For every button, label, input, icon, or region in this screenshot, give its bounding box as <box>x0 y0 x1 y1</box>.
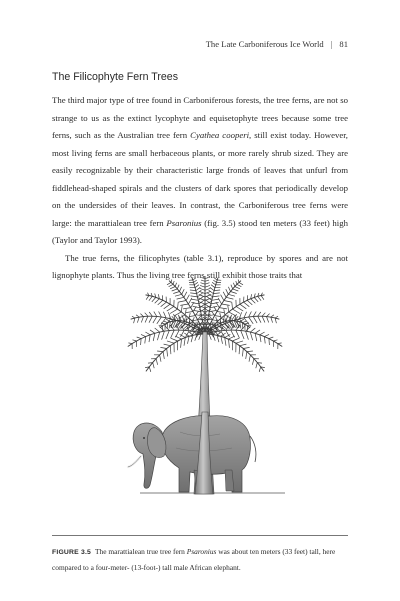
fern-leaflet <box>226 289 229 294</box>
fern-leaflet <box>161 302 167 307</box>
fern-leaflet <box>136 315 139 317</box>
fern-leaflet <box>160 355 161 362</box>
fern-leaflet <box>186 312 193 313</box>
fern-leaflet <box>199 334 201 340</box>
fern-leaflet <box>264 337 265 344</box>
fern-leaflet <box>264 334 269 336</box>
fern-leaflet <box>159 325 163 326</box>
fern-leaflet <box>253 312 256 317</box>
fern-leaflet <box>231 292 237 294</box>
fern-leaflet <box>195 335 197 341</box>
fern-leaflet <box>221 333 226 336</box>
fern-leaflet <box>269 337 273 339</box>
fern-leaflet <box>141 339 142 345</box>
fern-leaflet <box>132 316 135 318</box>
fern-leaflet <box>184 338 185 346</box>
fern-leaflet <box>213 280 216 282</box>
fern-leaflet <box>207 293 212 297</box>
fern-leaflet <box>155 328 160 332</box>
fern-leaflet <box>222 304 230 305</box>
fern-leaflet <box>250 332 252 340</box>
fern-leaflet <box>178 302 179 309</box>
fern-leaflet <box>209 334 211 340</box>
fern-leaflet <box>158 300 163 305</box>
fern-leaflet <box>257 363 262 364</box>
fern-leaflet <box>169 284 174 286</box>
running-head <box>206 39 348 49</box>
fern-leaflet <box>271 315 274 317</box>
fern-leaflet <box>140 314 143 317</box>
fern-leaflet <box>246 331 249 339</box>
fern-leaflet <box>170 346 171 354</box>
fern-leaflet <box>159 312 162 318</box>
fern-leaflet <box>228 294 235 296</box>
fern-leaflet <box>248 325 252 326</box>
fern-leaflet <box>225 338 226 346</box>
fern-leaflet <box>191 303 199 304</box>
running-head-separator: | <box>330 39 333 49</box>
fern-leaflet <box>273 340 277 341</box>
fern-leaflet <box>205 285 210 287</box>
fern-leaflet <box>128 343 132 344</box>
fern-leaflet <box>175 283 176 287</box>
species-name-cyathea: Cyathea cooperi <box>190 130 250 140</box>
fern-leaflet <box>214 278 217 280</box>
figure-caption <box>52 545 348 575</box>
fern-leaflet <box>254 297 258 302</box>
fern-leaflet <box>246 352 247 359</box>
fern-leaflet <box>149 335 150 342</box>
fern-leaflet <box>153 333 155 341</box>
fern-leaflet <box>258 296 261 300</box>
fern-leaflet <box>167 341 174 343</box>
fern-leaflet <box>267 317 269 323</box>
fern-leaflet <box>201 280 205 281</box>
fern-leaflet <box>239 282 243 284</box>
fern-leaflet <box>145 332 150 335</box>
fern-leaflet <box>145 313 148 317</box>
fern-leaflet <box>162 331 165 339</box>
fern-leaflet <box>155 299 160 304</box>
running-head-title: The Late Carboniferous Ice World <box>205 39 324 49</box>
fern-leaflet <box>184 292 187 298</box>
fern-leaflet <box>205 288 210 290</box>
fern-leaflet <box>261 296 264 300</box>
paragraph-1-text-2: , still exist today. However, most living ferns are small herbaceous plants, or more rarely shrub sized. They are easily recognizable by their characteristic large fronds of leaves that unfurl from fiddlehead-shaped spirals and the clusters of dark spores that periodically develop on the undersides of their leaves. In contrast, the Carboniferous tree ferns were large: the marattialean tree fern <box>52 130 348 228</box>
fern-leaflet <box>229 339 230 348</box>
fern-leaflet <box>225 334 231 337</box>
fern-leaflet <box>194 311 201 312</box>
fern-leaflet <box>185 309 186 315</box>
fern-leaflet <box>182 289 185 294</box>
fern-leaflet <box>271 317 273 323</box>
fern-leaflet <box>242 323 243 329</box>
fern-leaflet <box>186 295 189 301</box>
section-title: The Filicophyte Fern Trees <box>52 71 178 83</box>
caption-genus-psaronius: Psaronius <box>186 547 217 556</box>
fern-leaflet <box>247 351 253 352</box>
fern-leaflet <box>184 333 189 336</box>
fern-leaflet <box>190 293 196 294</box>
fern-leaflet <box>149 296 152 300</box>
fern-leaflet <box>167 349 168 357</box>
fern-leaflet <box>260 335 261 342</box>
fern-leaflet <box>149 316 152 323</box>
fern-leaflet <box>232 338 239 341</box>
fern-leaflet <box>249 355 250 362</box>
fern-leaflet <box>201 283 206 285</box>
fern-leaflet <box>232 302 233 309</box>
fern-leaflet <box>210 287 214 290</box>
fern-leaflet <box>275 318 276 323</box>
fern-leaflet <box>194 280 197 282</box>
fern-leaflet <box>205 278 209 279</box>
fern-leaflet <box>160 347 166 348</box>
fern-leaflet <box>256 363 257 369</box>
fern-leaflet <box>191 296 198 297</box>
paragraph-1-text-3: (fig. 3.5) stood ten meters (33 feet) high (Taylor and Taylor 1993). <box>52 217 348 245</box>
fern-leaflet <box>171 280 172 283</box>
fern-leaflet <box>181 339 182 348</box>
fern-leaflet <box>175 294 182 296</box>
fern-leaflet <box>195 285 199 288</box>
genus-name-psaronius: Psaronius <box>166 217 202 228</box>
fern-leaflet <box>153 317 157 324</box>
fern-leaflet <box>189 332 193 335</box>
fern-leaflet <box>218 298 222 304</box>
fern-leaflet <box>244 312 247 318</box>
caption-text-1: The marattialean true tree fern <box>95 547 187 556</box>
fern-leaflet <box>228 306 229 312</box>
fern-leaflet <box>162 295 163 300</box>
fern-leaflet <box>219 308 227 309</box>
fern-leaflet <box>229 312 236 316</box>
fern-leaflet <box>137 337 141 339</box>
fern-leaflet <box>157 351 163 352</box>
fern-leaflet <box>190 290 196 291</box>
fern-leaflet <box>235 287 240 289</box>
fern-leaflet <box>242 321 246 323</box>
fern-leaflet <box>262 313 265 317</box>
fern-leaflet <box>213 293 219 294</box>
fern-leaflet <box>178 301 186 303</box>
fern-leaflet <box>145 337 146 344</box>
caption-rule <box>52 535 348 536</box>
fern-leaflet <box>239 346 240 354</box>
fern-leaflet <box>157 332 159 340</box>
fern-leaflet <box>213 335 215 341</box>
fern-leaflet <box>180 334 186 337</box>
fern-leaflet <box>217 332 221 335</box>
fern-leaflet <box>188 336 190 344</box>
paragraph-1-text-1: The third major type of tree found in Carboniferous forests, the tree ferns, are not so strange to us as the extinct lycophyte and equisetophyte trees because some tree ferns, such as the Australian tree fern <box>52 95 348 140</box>
page-number: 81 <box>339 39 348 49</box>
fern-leaflet <box>205 280 209 281</box>
fern-leaflet <box>156 359 158 365</box>
fern-leaflet <box>166 331 169 340</box>
fern-leaflet <box>250 328 255 332</box>
fern-leaflet <box>172 289 178 291</box>
fern-leaflet <box>173 281 174 284</box>
fern-leaflet <box>236 330 240 338</box>
fern-leaflet <box>255 333 257 341</box>
fern-leaflet <box>196 287 200 290</box>
fern-leaflet <box>150 330 155 333</box>
fern-leaflet <box>163 321 167 323</box>
fern-leaflet <box>258 316 261 323</box>
fern-leaflet <box>237 284 242 286</box>
fern-leaflet <box>267 314 270 317</box>
fern-leaflet <box>170 287 175 289</box>
fern-leaflet <box>223 292 226 298</box>
paragraph-1 <box>52 92 348 250</box>
tree-fern-and-elephant-illustration <box>110 262 300 512</box>
fern-leaflet <box>249 317 254 324</box>
fern-leaflet <box>258 312 261 316</box>
fern-leaflet <box>137 317 139 323</box>
fern-leaflet <box>255 330 260 333</box>
fern-leaflet <box>260 332 265 335</box>
fern-leaflet <box>240 304 246 309</box>
fern-leaflet <box>141 317 143 323</box>
elephant <box>128 416 256 492</box>
fern-leaflet <box>209 315 215 316</box>
fern-frond <box>205 334 264 371</box>
fern-leaflet <box>148 363 153 364</box>
fern-leaflet <box>243 347 249 348</box>
fern-leaflet <box>163 312 166 318</box>
fern-leaflet <box>224 301 232 303</box>
fern-leaflet <box>251 299 256 304</box>
fern-leaflet <box>224 309 225 315</box>
fern-leaflet <box>269 339 270 345</box>
fern-frond <box>146 334 205 371</box>
fern-leaflet <box>275 316 278 318</box>
fern-leaflet <box>238 280 239 283</box>
fern-leaflet <box>146 296 149 300</box>
fern-leaflet <box>177 297 184 299</box>
fern-leaflet <box>217 312 224 313</box>
fern-leaflet <box>211 285 215 288</box>
fern-leaflet <box>201 278 205 279</box>
fern-leaflet <box>212 299 219 300</box>
fern-leaflet <box>167 282 171 284</box>
fern-leaflet <box>149 312 152 316</box>
fern-leaflet <box>233 289 239 291</box>
fern-leaflet <box>253 317 257 324</box>
fern-leaflet <box>133 340 137 341</box>
fern-leaflet <box>259 367 261 372</box>
fern-leaflet <box>177 285 179 289</box>
fern-leaflet <box>214 290 220 291</box>
fern-leaflet <box>212 282 216 285</box>
fern-leaflet <box>164 344 171 346</box>
fern-leaflet <box>154 312 157 317</box>
fern-leaflet <box>233 283 234 287</box>
fern-leaflet <box>226 297 233 299</box>
fern-leaflet <box>247 295 248 300</box>
fern-leaflet <box>278 343 282 344</box>
fern-leaflet <box>195 315 201 316</box>
fern-leaflet <box>167 323 168 329</box>
fern-leaflet <box>240 344 247 346</box>
fern-leaflet <box>236 307 243 312</box>
fern-leaflet <box>134 318 135 323</box>
fern-leaflet <box>236 281 237 284</box>
fern-leaflet <box>141 334 146 336</box>
fern-leaflet <box>153 363 155 369</box>
fern-leaflet <box>171 330 175 338</box>
fern-leaflet <box>173 292 179 294</box>
fern-leaflet <box>200 288 205 290</box>
fern-leaflet <box>236 341 243 343</box>
fern-leaflet <box>180 287 182 292</box>
fern-leaflet <box>231 285 233 289</box>
figure-label: FIGURE 3.5 <box>52 549 92 556</box>
fern-leaflet <box>164 304 170 309</box>
fern-leaflet <box>183 308 191 309</box>
fern-leaflet <box>249 312 252 318</box>
fern-leaflet <box>199 295 205 298</box>
body-text <box>52 92 348 285</box>
fern-leaflet <box>241 331 244 340</box>
fern-leaflet <box>233 309 240 313</box>
fern-leaflet <box>211 303 219 304</box>
fern-leaflet <box>221 336 223 344</box>
fern-leaflet <box>191 299 198 300</box>
fern-leaflet <box>174 312 181 316</box>
fern-leaflet <box>193 278 196 280</box>
fern-leaflet <box>157 317 162 324</box>
fern-leaflet <box>209 311 216 312</box>
fern-leaflet <box>213 296 220 297</box>
fern-leaflet <box>167 307 174 312</box>
fern-leaflet <box>163 352 164 359</box>
fern-leaflet <box>152 297 156 302</box>
fern-leaflet <box>170 309 177 313</box>
fern-leaflet <box>247 300 252 305</box>
caption-text-2: was about ten meters (33 feet) tall, here compared to a four-meter- (13-foot-) tall male African elephant. <box>52 547 336 572</box>
figure-illustration <box>110 262 300 512</box>
fern-leaflet <box>244 302 250 307</box>
paragraph-2-text-1: The true ferns, the filicophytes (table 3.1), reproduce by spores and are not lignophyte plants. Thus the living tree ferns still exhibit those traits that <box>52 252 348 280</box>
fern-leaflet <box>188 298 192 304</box>
fern-leaflet <box>171 338 178 341</box>
fern-leaflet <box>242 349 243 357</box>
fern-leaflet <box>145 316 148 322</box>
fern-leaflet <box>221 295 224 301</box>
fern-leaflet <box>194 282 198 285</box>
fern-leaflet <box>200 285 205 287</box>
fern-leaflet <box>252 359 254 365</box>
fern-leaflet <box>228 287 230 292</box>
fern-leaflet <box>205 283 210 285</box>
fern-leaflet <box>262 316 265 322</box>
fern-leaflet <box>181 306 182 312</box>
fern-leaflet <box>180 304 188 305</box>
fern-leaflet <box>149 367 151 372</box>
